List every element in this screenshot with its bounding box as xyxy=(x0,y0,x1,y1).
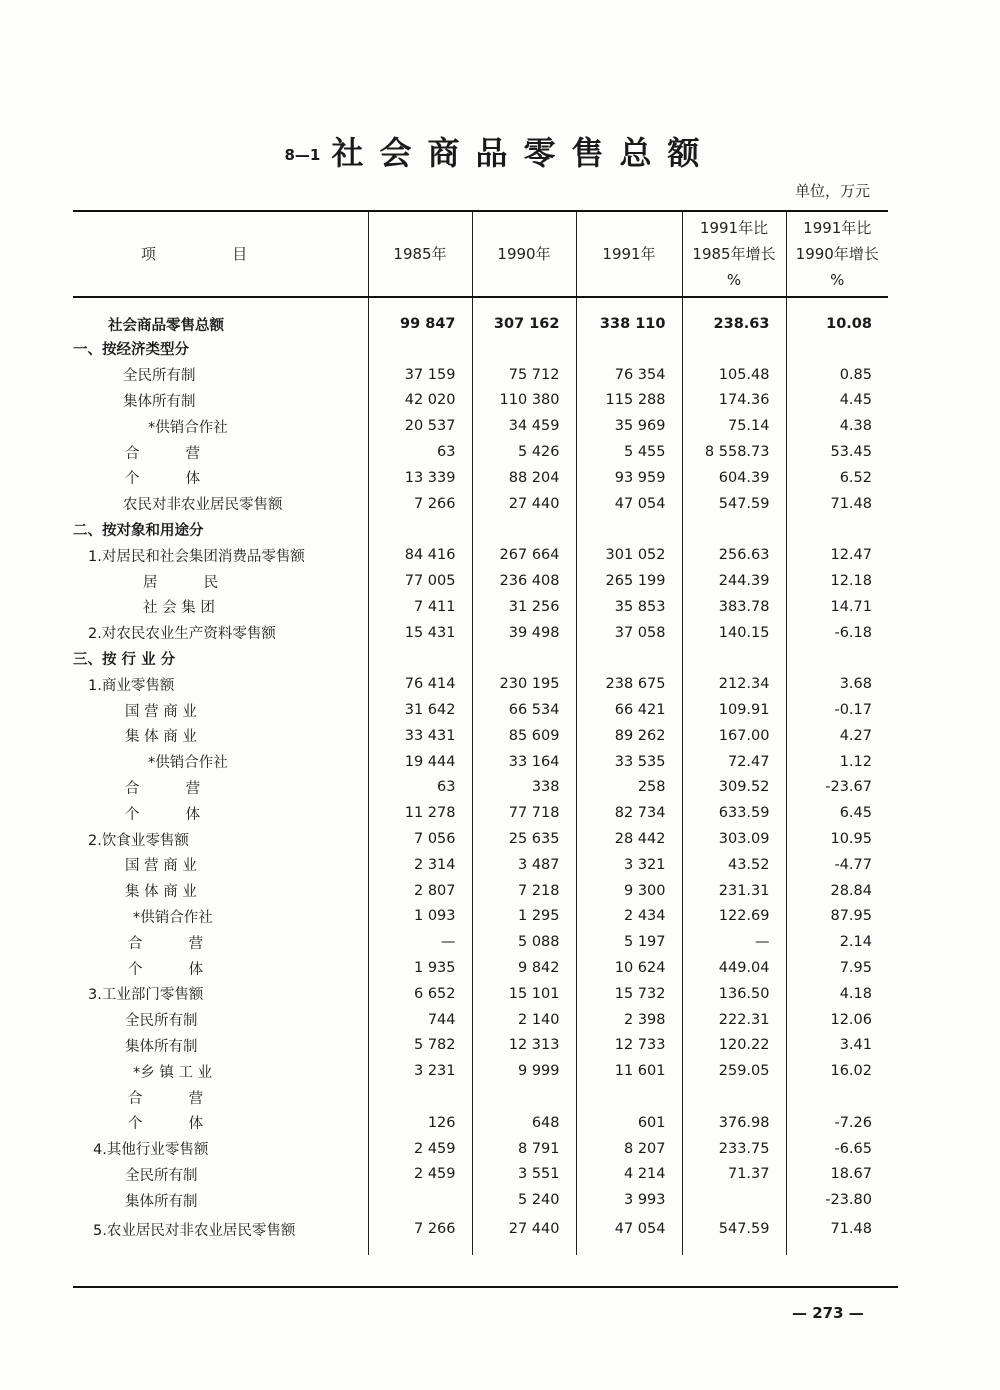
value-1990: 5 426 xyxy=(472,439,576,465)
value-1985: 7 266 xyxy=(368,1213,472,1255)
value-1985: 11 278 xyxy=(368,800,472,826)
growth-vs-1985: 122.69 xyxy=(682,904,786,930)
growth-vs-1985: 72.47 xyxy=(682,749,786,775)
value-1990: 230 195 xyxy=(472,671,576,697)
value-1991: 2 434 xyxy=(576,904,682,930)
value-1991 xyxy=(576,517,682,543)
value-1985: 33 431 xyxy=(368,723,472,749)
growth-vs-1985: 43.52 xyxy=(682,852,786,878)
value-1985: 2 459 xyxy=(368,1136,472,1162)
row-label: 全民所有制 xyxy=(123,368,196,385)
value-1990 xyxy=(472,336,576,362)
row-label: 合 营 xyxy=(125,780,201,797)
value-1985: 63 xyxy=(368,439,472,465)
value-1991: 82 734 xyxy=(576,800,682,826)
growth-vs-1990 xyxy=(786,517,888,543)
growth-vs-1985: 244.39 xyxy=(682,568,786,594)
value-1985: 2 314 xyxy=(368,852,472,878)
growth-vs-1990: 4.45 xyxy=(786,388,888,414)
growth-vs-1990 xyxy=(786,336,888,362)
table-row xyxy=(73,826,888,852)
growth-vs-1985: 259.05 xyxy=(682,1058,786,1084)
growth-vs-1990: 6.45 xyxy=(786,800,888,826)
value-1991: 37 058 xyxy=(576,620,682,646)
value-1991: 33 535 xyxy=(576,749,682,775)
value-1990: 110 380 xyxy=(472,388,576,414)
value-1990: 15 101 xyxy=(472,981,576,1007)
growth-vs-1990: -23.80 xyxy=(786,1187,888,1213)
growth-vs-1985: 303.09 xyxy=(682,826,786,852)
value-1990: 8 791 xyxy=(472,1136,576,1162)
value-1991: 66 421 xyxy=(576,697,682,723)
value-1990: 1 295 xyxy=(472,904,576,930)
value-1990 xyxy=(472,646,576,672)
table-row xyxy=(73,1213,888,1255)
value-1991: 89 262 xyxy=(576,723,682,749)
value-1991: 35 969 xyxy=(576,413,682,439)
value-1990: 12 313 xyxy=(472,1033,576,1059)
value-1991: 3 993 xyxy=(576,1187,682,1213)
table-row xyxy=(73,388,888,414)
growth-vs-1985 xyxy=(682,1187,786,1213)
growth-vs-1990: 12.18 xyxy=(786,568,888,594)
growth-vs-1985 xyxy=(682,336,786,362)
growth-vs-1990: 87.95 xyxy=(786,904,888,930)
row-label: 5.农业居民对非农业居民零售额 xyxy=(93,1222,296,1239)
value-1990: 5 088 xyxy=(472,929,576,955)
value-1991: 76 354 xyxy=(576,362,682,388)
table-row xyxy=(73,749,888,775)
table-row xyxy=(73,723,888,749)
table-row xyxy=(73,800,888,826)
row-label: 集体所有制 xyxy=(125,1038,198,1055)
growth-vs-1990: 2.14 xyxy=(786,929,888,955)
value-1985: 76 414 xyxy=(368,671,472,697)
header-growth-1990 xyxy=(786,211,888,297)
row-label: 个 体 xyxy=(128,961,204,978)
value-1985: 20 537 xyxy=(368,413,472,439)
growth-vs-1990: 1.12 xyxy=(786,749,888,775)
growth-vs-1985: — xyxy=(682,929,786,955)
value-1990: 307 162 xyxy=(472,297,576,336)
value-1985: 5 782 xyxy=(368,1033,472,1059)
value-1985: 19 444 xyxy=(368,749,472,775)
row-label: 集 体 商 业 xyxy=(125,884,197,901)
header-1990: 1990年 xyxy=(472,211,576,297)
value-1985: 2 807 xyxy=(368,878,472,904)
growth-vs-1990: -6.18 xyxy=(786,620,888,646)
row-label: 社会商品零售总额 xyxy=(108,317,224,334)
value-1985 xyxy=(368,1187,472,1213)
growth-vs-1985: 233.75 xyxy=(682,1136,786,1162)
value-1991: 5 455 xyxy=(576,439,682,465)
row-label: 2.对农民农业生产资料零售额 xyxy=(88,626,276,643)
growth-vs-1990 xyxy=(786,1084,888,1110)
value-1985: 77 005 xyxy=(368,568,472,594)
value-1985: 1 093 xyxy=(368,904,472,930)
growth-vs-1990: 18.67 xyxy=(786,1162,888,1188)
table-body xyxy=(73,297,888,1255)
header-1991: 1991年 xyxy=(576,211,682,297)
growth-vs-1990: 16.02 xyxy=(786,1058,888,1084)
value-1985: 99 847 xyxy=(368,297,472,336)
value-1990: 25 635 xyxy=(472,826,576,852)
bottom-rule xyxy=(73,1286,898,1288)
table-title-text: 社会商品零售总额 xyxy=(331,134,716,172)
row-label: 集体所有制 xyxy=(125,1193,198,1210)
row-label: 1.对居民和社会集团消费品零售额 xyxy=(88,548,305,565)
table-row xyxy=(73,517,888,543)
value-1990: 77 718 xyxy=(472,800,576,826)
growth-vs-1990: 7.95 xyxy=(786,955,888,981)
value-1990 xyxy=(472,1084,576,1110)
growth-vs-1985: 231.31 xyxy=(682,878,786,904)
growth-vs-1990: -7.26 xyxy=(786,1110,888,1136)
growth-vs-1990: 12.47 xyxy=(786,542,888,568)
growth-vs-1990: -0.17 xyxy=(786,697,888,723)
value-1991: 265 199 xyxy=(576,568,682,594)
table-row xyxy=(73,568,888,594)
value-1991: 35 853 xyxy=(576,594,682,620)
growth-vs-1985: 633.59 xyxy=(682,800,786,826)
table-header xyxy=(73,211,888,297)
row-label: *供销合作社 xyxy=(133,909,213,926)
value-1991: 15 732 xyxy=(576,981,682,1007)
value-1991 xyxy=(576,336,682,362)
table-row xyxy=(73,1084,888,1110)
value-1991: 4 214 xyxy=(576,1162,682,1188)
value-1985: 7 266 xyxy=(368,491,472,517)
value-1991: 47 054 xyxy=(576,1213,682,1255)
growth-vs-1990: 4.27 xyxy=(786,723,888,749)
header-1985: 1985年 xyxy=(368,211,472,297)
table-row xyxy=(73,465,888,491)
value-1985: 42 020 xyxy=(368,388,472,414)
value-1985: 2 459 xyxy=(368,1162,472,1188)
table-row xyxy=(73,904,888,930)
growth-vs-1990: 14.71 xyxy=(786,594,888,620)
row-label: 3.工业部门零售额 xyxy=(88,987,204,1004)
value-1991: 5 197 xyxy=(576,929,682,955)
header-growth-1990-line1: 1991年比 xyxy=(803,219,872,237)
value-1985 xyxy=(368,517,472,543)
value-1990: 27 440 xyxy=(472,1213,576,1255)
growth-vs-1985: 105.48 xyxy=(682,362,786,388)
growth-vs-1990: 28.84 xyxy=(786,878,888,904)
value-1991 xyxy=(576,646,682,672)
growth-vs-1985 xyxy=(682,517,786,543)
growth-vs-1985: 167.00 xyxy=(682,723,786,749)
value-1990: 75 712 xyxy=(472,362,576,388)
row-label: 二、按对象和用途分 xyxy=(73,522,204,539)
value-1990: 648 xyxy=(472,1110,576,1136)
table-row xyxy=(73,775,888,801)
value-1990: 338 xyxy=(472,775,576,801)
value-1990: 27 440 xyxy=(472,491,576,517)
row-label: 全民所有制 xyxy=(125,1167,198,1184)
growth-vs-1985: 383.78 xyxy=(682,594,786,620)
header-growth-1985-line2: 1985年增长 xyxy=(692,245,776,263)
header-item-label: 项 目 xyxy=(141,245,248,263)
table-row xyxy=(73,1110,888,1136)
header-growth-1985-line1: 1991年比 xyxy=(699,219,769,237)
value-1990: 34 459 xyxy=(472,413,576,439)
table-title xyxy=(0,128,1000,174)
value-1985: 84 416 xyxy=(368,542,472,568)
growth-vs-1990: -4.77 xyxy=(786,852,888,878)
table-row xyxy=(73,620,888,646)
table-row xyxy=(73,362,888,388)
growth-vs-1985: 309.52 xyxy=(682,775,786,801)
row-label: 个 体 xyxy=(125,471,201,488)
row-label: 一、按经济类型分 xyxy=(73,342,189,359)
growth-vs-1990: 10.95 xyxy=(786,826,888,852)
value-1985: 3 231 xyxy=(368,1058,472,1084)
table-row xyxy=(73,1187,888,1213)
row-label: 集 体 商 业 xyxy=(125,729,197,746)
value-1991: 28 442 xyxy=(576,826,682,852)
value-1985 xyxy=(368,646,472,672)
growth-vs-1985: 604.39 xyxy=(682,465,786,491)
growth-vs-1985: 238.63 xyxy=(682,297,786,336)
growth-vs-1985: 174.36 xyxy=(682,388,786,414)
value-1991: 12 733 xyxy=(576,1033,682,1059)
row-label: *乡 镇 工 业 xyxy=(133,1064,213,1081)
value-1991: 47 054 xyxy=(576,491,682,517)
value-1985: 15 431 xyxy=(368,620,472,646)
value-1990: 9 842 xyxy=(472,955,576,981)
table-row xyxy=(73,542,888,568)
growth-vs-1985: 71.37 xyxy=(682,1162,786,1188)
row-label: 1.商业零售额 xyxy=(88,677,175,694)
row-label: 居 民 xyxy=(143,574,219,591)
table-number: 8—1 xyxy=(284,146,321,164)
row-label: 国 营 商 业 xyxy=(125,703,197,720)
growth-vs-1985 xyxy=(682,1084,786,1110)
growth-vs-1985: 212.34 xyxy=(682,671,786,697)
page-number: — 273 — xyxy=(792,1304,864,1322)
table-row xyxy=(73,594,888,620)
value-1991: 238 675 xyxy=(576,671,682,697)
row-label: 个 体 xyxy=(125,806,201,823)
growth-vs-1990: -23.67 xyxy=(786,775,888,801)
row-label: 国 营 商 业 xyxy=(125,858,197,875)
growth-vs-1985: 222.31 xyxy=(682,1007,786,1033)
growth-vs-1985: 376.98 xyxy=(682,1110,786,1136)
growth-vs-1985: 136.50 xyxy=(682,981,786,1007)
growth-vs-1985: 547.59 xyxy=(682,491,786,517)
value-1990: 3 551 xyxy=(472,1162,576,1188)
value-1985: 7 411 xyxy=(368,594,472,620)
value-1985 xyxy=(368,336,472,362)
row-label: 个 体 xyxy=(128,1116,204,1133)
growth-vs-1990: 10.08 xyxy=(786,297,888,336)
table-row xyxy=(73,336,888,362)
row-label: 4.其他行业零售额 xyxy=(93,1142,209,1159)
value-1985: 63 xyxy=(368,775,472,801)
growth-vs-1990 xyxy=(786,646,888,672)
growth-vs-1990: 3.68 xyxy=(786,671,888,697)
value-1985: 7 056 xyxy=(368,826,472,852)
growth-vs-1990: 4.38 xyxy=(786,413,888,439)
value-1985: 744 xyxy=(368,1007,472,1033)
table-row xyxy=(73,852,888,878)
table-row xyxy=(73,955,888,981)
value-1990: 66 534 xyxy=(472,697,576,723)
table-row xyxy=(73,297,888,336)
value-1990: 267 664 xyxy=(472,542,576,568)
growth-vs-1990: 71.48 xyxy=(786,491,888,517)
value-1990: 31 256 xyxy=(472,594,576,620)
header-growth-1990-line3: % xyxy=(830,271,845,289)
growth-vs-1990: 12.06 xyxy=(786,1007,888,1033)
growth-vs-1985: 109.91 xyxy=(682,697,786,723)
retail-sales-table xyxy=(73,210,888,1255)
table-row xyxy=(73,697,888,723)
growth-vs-1985: 449.04 xyxy=(682,955,786,981)
row-label: 集体所有制 xyxy=(123,393,196,410)
table-row xyxy=(73,413,888,439)
table-row xyxy=(73,1058,888,1084)
row-label: 合 营 xyxy=(125,445,201,462)
growth-vs-1985 xyxy=(682,646,786,672)
value-1990: 7 218 xyxy=(472,878,576,904)
value-1991: 258 xyxy=(576,775,682,801)
row-label: 合 营 xyxy=(128,935,204,952)
header-item xyxy=(73,211,368,297)
value-1991: 11 601 xyxy=(576,1058,682,1084)
table-row xyxy=(73,1162,888,1188)
value-1991: 93 959 xyxy=(576,465,682,491)
value-1991: 338 110 xyxy=(576,297,682,336)
growth-vs-1990: 0.85 xyxy=(786,362,888,388)
table-row xyxy=(73,1033,888,1059)
header-growth-1985-line3: % xyxy=(726,271,742,289)
row-label: 2.饮食业零售额 xyxy=(88,832,189,849)
unit-label: 单位，万元 xyxy=(794,182,870,200)
growth-vs-1985: 75.14 xyxy=(682,413,786,439)
row-label: *供销合作社 xyxy=(148,755,228,772)
table-row xyxy=(73,1136,888,1162)
table-row xyxy=(73,878,888,904)
value-1991: 10 624 xyxy=(576,955,682,981)
value-1985: 6 652 xyxy=(368,981,472,1007)
value-1990: 33 164 xyxy=(472,749,576,775)
value-1990: 85 609 xyxy=(472,723,576,749)
value-1985 xyxy=(368,1084,472,1110)
value-1985: 31 642 xyxy=(368,697,472,723)
row-label: 农民对非农业居民零售额 xyxy=(123,497,283,514)
value-1985: 1 935 xyxy=(368,955,472,981)
value-1990 xyxy=(472,517,576,543)
header-growth-1990-line2: 1990年增长 xyxy=(795,245,879,263)
value-1990: 88 204 xyxy=(472,465,576,491)
growth-vs-1990: 53.45 xyxy=(786,439,888,465)
table-row xyxy=(73,981,888,1007)
growth-vs-1985: 140.15 xyxy=(682,620,786,646)
row-label: *供销合作社 xyxy=(148,419,228,436)
value-1991 xyxy=(576,1084,682,1110)
value-1990: 9 999 xyxy=(472,1058,576,1084)
value-1991: 3 321 xyxy=(576,852,682,878)
growth-vs-1985: 8 558.73 xyxy=(682,439,786,465)
value-1991: 115 288 xyxy=(576,388,682,414)
table-row xyxy=(73,1007,888,1033)
value-1985: 126 xyxy=(368,1110,472,1136)
value-1990: 5 240 xyxy=(472,1187,576,1213)
row-label: 社 会 集 团 xyxy=(143,600,215,617)
growth-vs-1985: 256.63 xyxy=(682,542,786,568)
value-1990: 39 498 xyxy=(472,620,576,646)
header-row xyxy=(73,211,888,297)
value-1990: 3 487 xyxy=(472,852,576,878)
header-growth-1985 xyxy=(682,211,786,297)
value-1991: 9 300 xyxy=(576,878,682,904)
value-1990: 236 408 xyxy=(472,568,576,594)
growth-vs-1990: -6.65 xyxy=(786,1136,888,1162)
growth-vs-1985: 120.22 xyxy=(682,1033,786,1059)
growth-vs-1990: 6.52 xyxy=(786,465,888,491)
table-row xyxy=(73,646,888,672)
table-row xyxy=(73,671,888,697)
value-1985: 37 159 xyxy=(368,362,472,388)
value-1991: 8 207 xyxy=(576,1136,682,1162)
value-1991: 2 398 xyxy=(576,1007,682,1033)
table-row xyxy=(73,491,888,517)
row-label: 三、按 行 业 分 xyxy=(73,651,176,668)
growth-vs-1990: 4.18 xyxy=(786,981,888,1007)
growth-vs-1985: 547.59 xyxy=(682,1213,786,1255)
value-1985: 13 339 xyxy=(368,465,472,491)
value-1990: 2 140 xyxy=(472,1007,576,1033)
growth-vs-1990: 3.41 xyxy=(786,1033,888,1059)
value-1991: 301 052 xyxy=(576,542,682,568)
row-label: 全民所有制 xyxy=(125,1013,198,1030)
value-1991: 601 xyxy=(576,1110,682,1136)
row-label: 合 营 xyxy=(128,1090,204,1107)
table-row xyxy=(73,439,888,465)
growth-vs-1990: 71.48 xyxy=(786,1213,888,1255)
value-1985: — xyxy=(368,929,472,955)
table-row xyxy=(73,929,888,955)
